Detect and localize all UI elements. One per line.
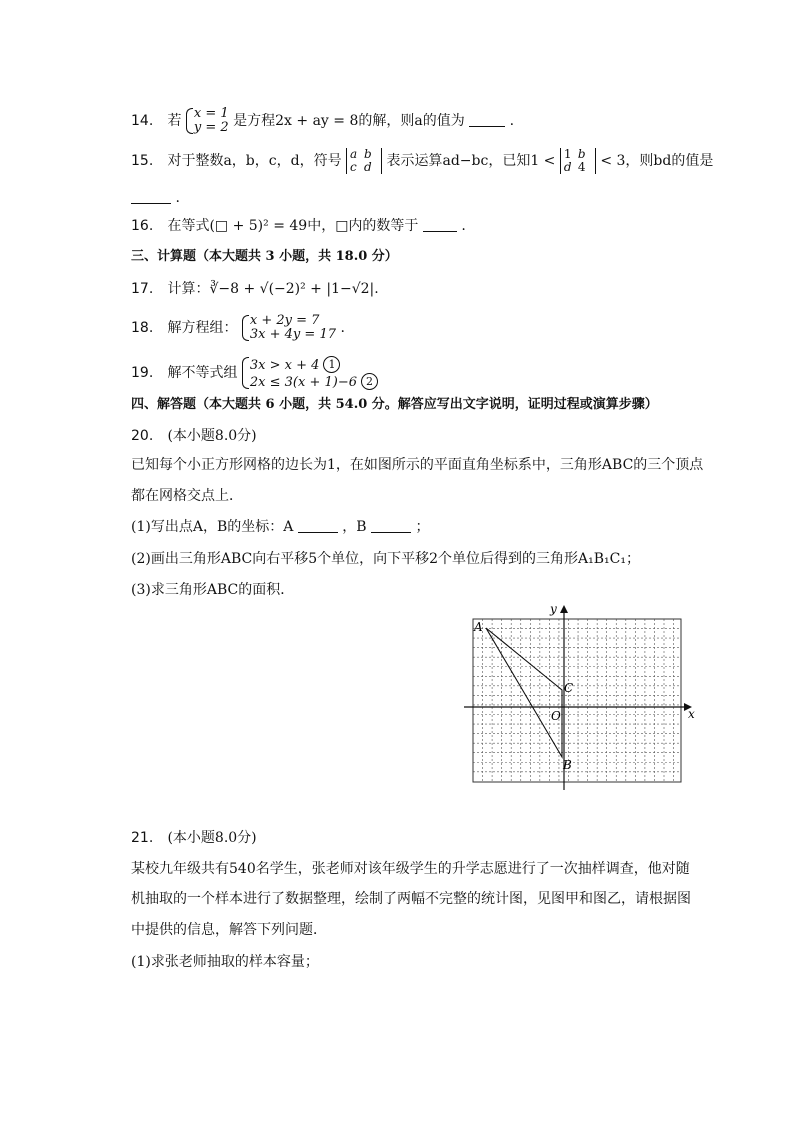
question-text: 解方程组： [167, 320, 238, 336]
question-20-line-2: 都在网格交点上． [131, 488, 243, 504]
inequality-system: 3x > x + 4 1 2x ≤ 3(x + 1)−6 2 [242, 356, 378, 390]
question-text: 是方程2x + ay = 8的解，则a的值为 [233, 113, 465, 129]
question-20-part-3: (3)求三角形ABC的面积． [131, 582, 295, 598]
y-axis-arrow [560, 605, 568, 613]
question-number: 15. [131, 153, 154, 169]
question-20-header [131, 426, 257, 446]
question-text: 对于整数a，b，c，d，符号 [167, 153, 342, 169]
question-20-part-2: (2)画出三角形ABC向右平移5个单位，向下平移2个单位后得到的三角形A₁B₁C₁； [131, 551, 640, 567]
question-score: (本小题8.0分) [167, 830, 257, 846]
answer-blank[interactable] [469, 112, 505, 127]
question-21-line-2: 机抽取的一个样本进行了数据整理，绘制了两幅不完整的统计图，见图甲和图乙，请根据图 [131, 891, 691, 907]
question-17 [131, 279, 379, 299]
question-text: 表示运算ad−bc，已知1 < [386, 153, 556, 169]
question-number: 21. [131, 830, 154, 846]
equation-system: x = 1 y = 2 [186, 107, 229, 135]
question-16: 16. 在等式(□ + 5)² = 49中，□内的数等于 . [131, 218, 466, 234]
equation-system: x + 2y = 7 3x + 4y = 17 [242, 314, 336, 342]
question-number: 19. [131, 365, 154, 381]
question-15 [131, 148, 713, 174]
question-text: 若 [167, 113, 182, 129]
question-text: < 3，则bd的值是 [600, 153, 714, 169]
question-21-header [131, 828, 257, 848]
answer-blank[interactable] [423, 217, 457, 232]
circled-number-1: 1 [323, 356, 340, 373]
section-heading-4: 四、解答题（本大题共 6 小题，共 54.0 分。解答应写出文字说明，证明过程或演算步骤） [131, 397, 658, 412]
question-15-answer: . [131, 188, 180, 208]
question-text: 计算：∛−8 + √(−2)² + |1−√2|. [167, 281, 379, 297]
label-x: x [688, 707, 695, 721]
question-text: 解不等式组 [167, 365, 238, 381]
answer-blank-b[interactable] [371, 518, 411, 533]
question-14: 14. 若 x = 1 y = 2 是方程2x + ay = 8的解，则a的值为 . [131, 106, 515, 135]
question-21-line-3: 中提供的信息，解答下列问题． [131, 922, 327, 938]
answer-blank-a[interactable] [298, 518, 338, 533]
label-y: y [550, 602, 557, 616]
label-c: C [564, 681, 574, 695]
coordinate-grid-figure [460, 600, 700, 800]
question-number: 17. [131, 281, 154, 297]
question-number: 20. [131, 428, 154, 444]
question-21-part-1: (1)求张老师抽取的样本容量； [131, 954, 319, 970]
answer-blank[interactable] [131, 189, 171, 204]
label-a: A [474, 620, 483, 634]
determinant-symbol: a b c d [346, 148, 382, 174]
question-20-part-1: (1)写出点A，B的坐标：A ，B ； [131, 519, 430, 535]
label-o: O [551, 709, 561, 723]
question-19 [131, 356, 378, 390]
determinant-value: 1 b d 4 [560, 148, 596, 174]
question-20-line-1: 已知每个小正方形网格的边长为1，在如图所示的平面直角坐标系中，三角形ABC的三个顶点 [131, 457, 704, 473]
question-21-line-1: 某校九年级共有540名学生，张老师对该年级学生的升学志愿进行了一次抽样调查，他对随 [131, 861, 690, 877]
question-number: 18. [131, 320, 154, 336]
question-score: (本小题8.0分) [167, 428, 257, 444]
triangle-abc [486, 628, 562, 757]
question-number: 16. [131, 218, 154, 234]
question-text: 在等式(□ + 5)² = 49中，□内的数等于 [167, 218, 419, 234]
label-b: B [563, 758, 572, 772]
section-heading-3: 三、计算题（本大题共 3 小题，共 18.0 分） [131, 249, 398, 264]
question-18: 18. 解方程组： x + 2y = 7 3x + 4y = 17 . [131, 313, 345, 342]
question-number: 14. [131, 113, 154, 129]
circled-number-2: 2 [361, 373, 378, 390]
